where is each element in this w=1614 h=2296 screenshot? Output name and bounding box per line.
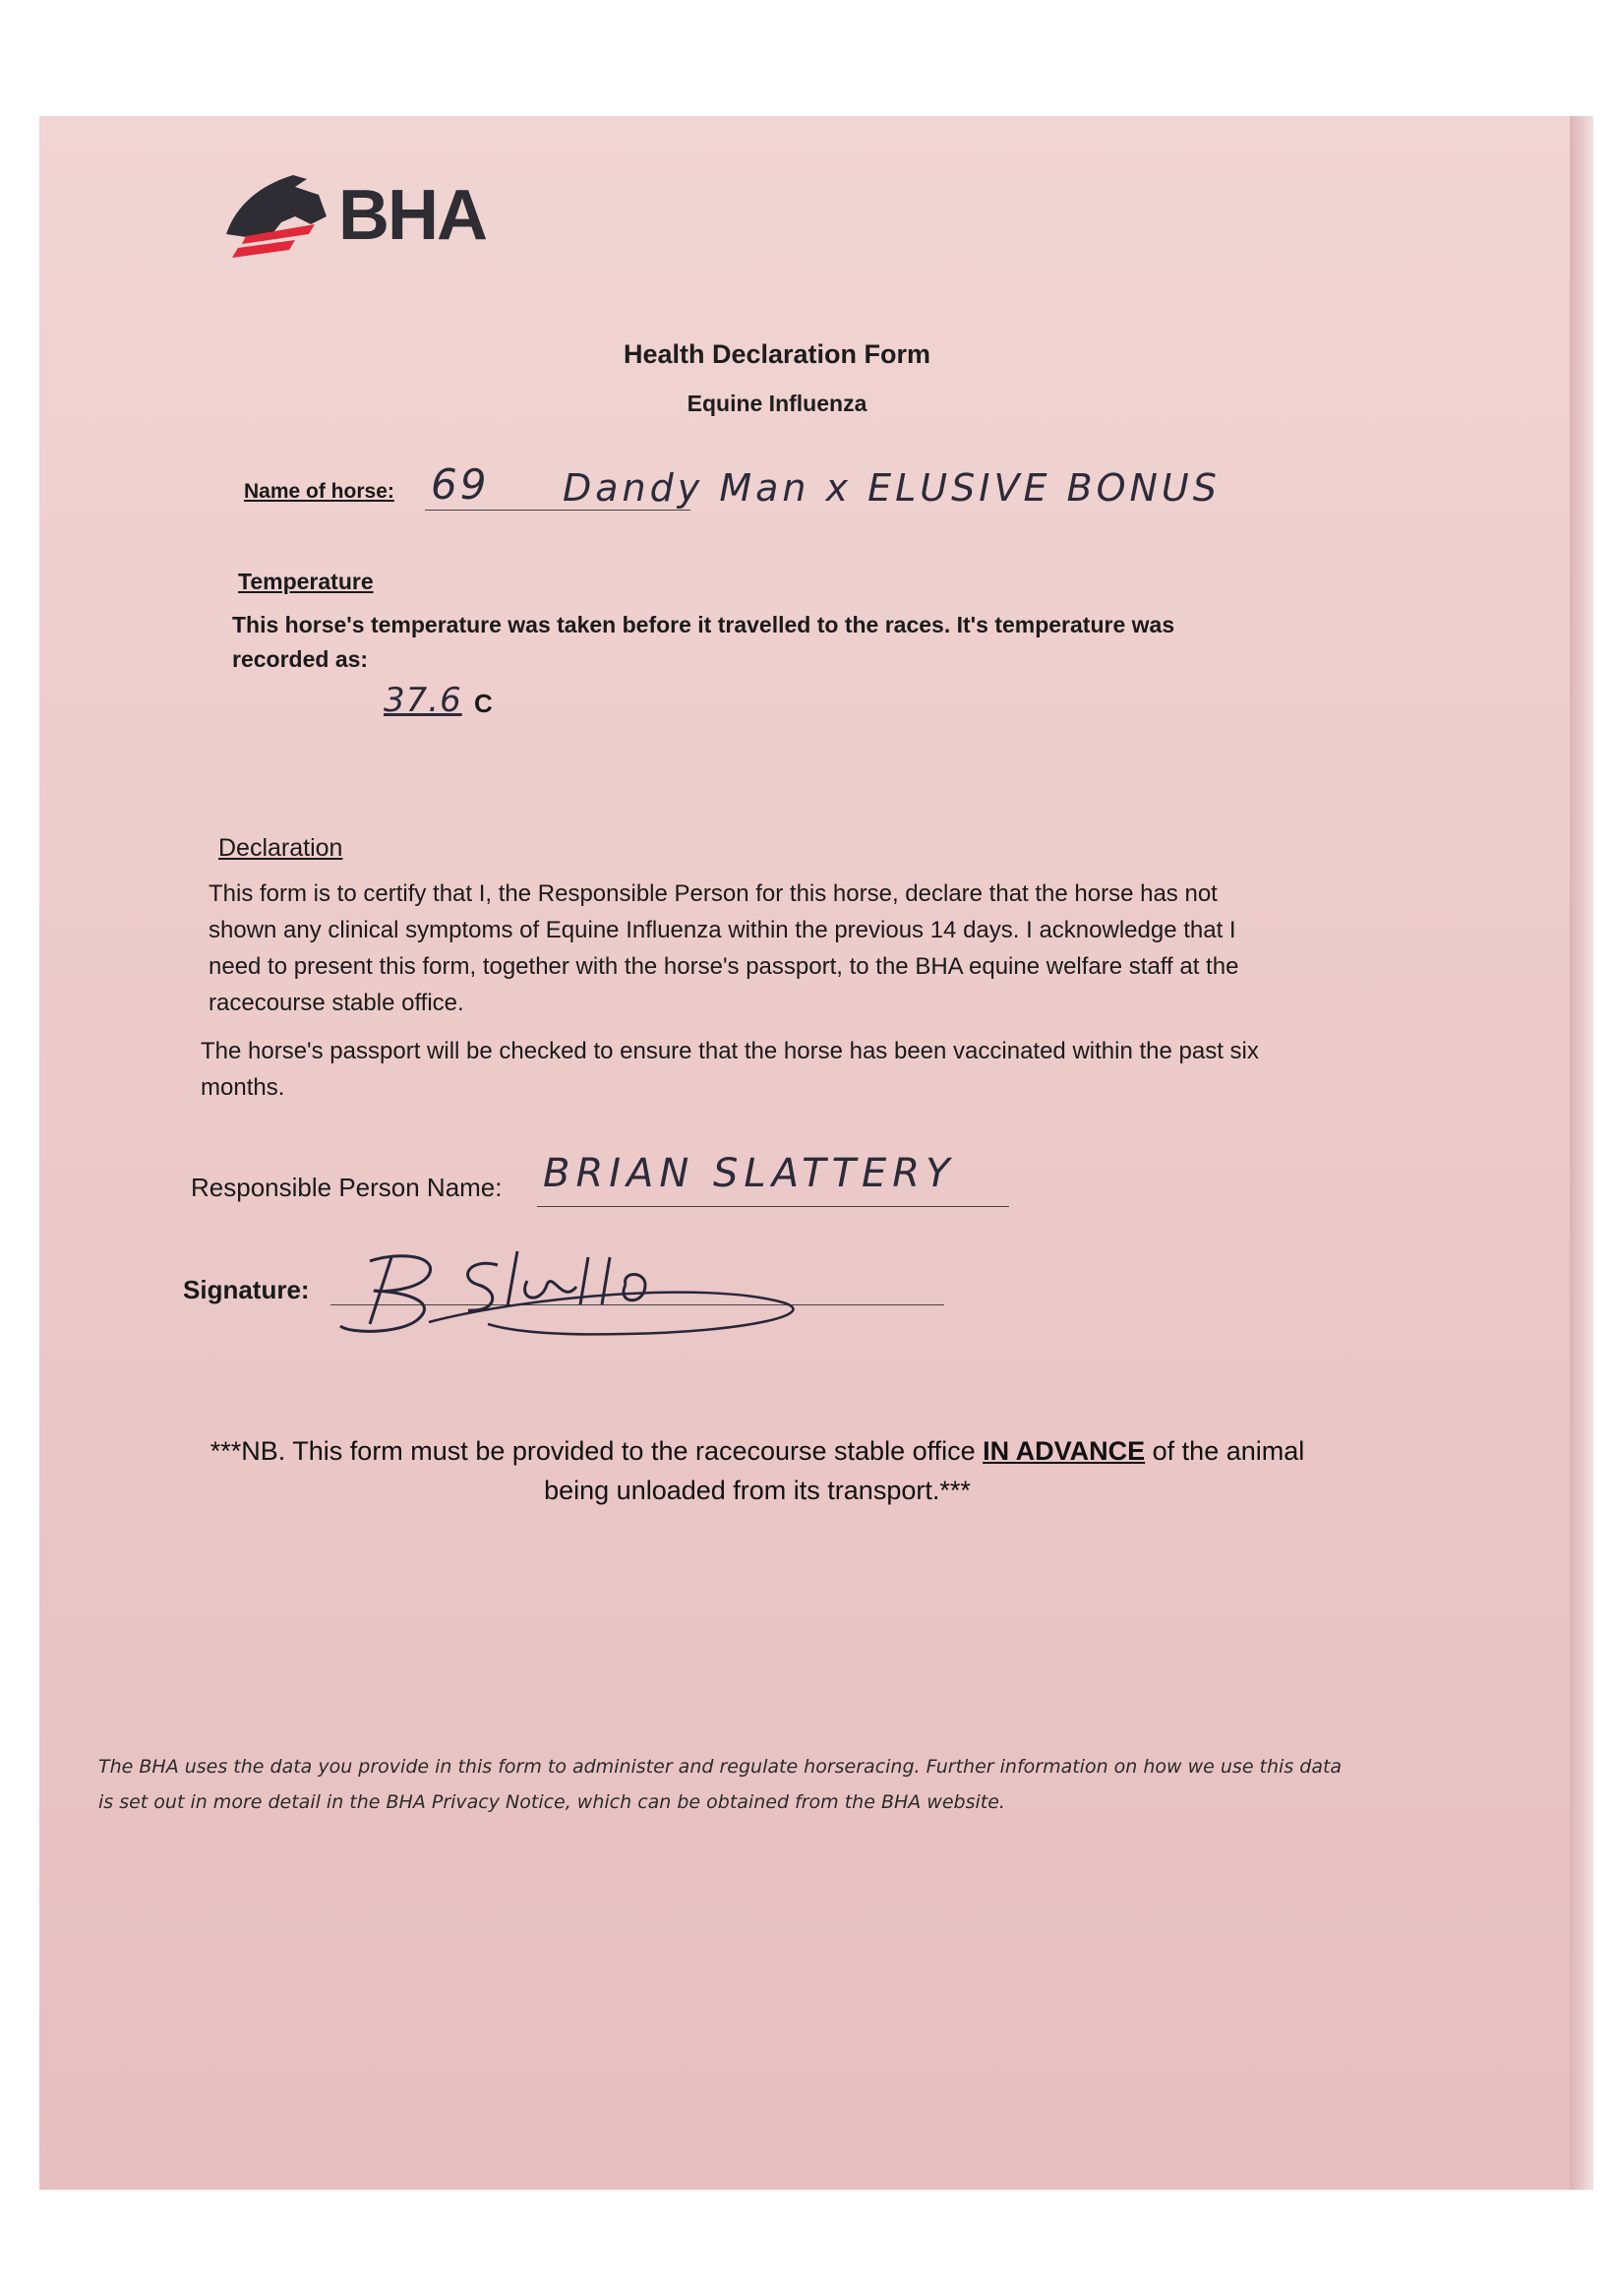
declaration-paragraph-1: This form is to certify that I, the Responsible Person for this horse, declare that the horse has not shown any clinical symptoms of Equine Influenza within the previous 14 days. I acknowledge that I need to present this form, together with the horse's passport, to the BHA equine welfare staff at the racecourse stable office.	[209, 880, 1239, 1016]
form-title: Health Declaration Form	[623, 339, 931, 369]
handwritten-signature	[330, 1241, 822, 1340]
page-edge	[1570, 116, 1593, 2190]
horse-number-value: 69	[431, 460, 490, 509]
advance-notice-emphasis: IN ADVANCE	[983, 1436, 1146, 1466]
responsible-person-line	[537, 1206, 1009, 1207]
responsible-person-label: Responsible Person Name:	[191, 1173, 503, 1202]
privacy-notice: The BHA uses the data you provide in this form to administer and regulate horseracing. Further information on how we use this data is set out in more detail in the BHA Privacy Notice, which can be obtained from the BHA website.	[98, 1756, 1343, 1813]
form-subtitle: Equine Influenza	[687, 391, 867, 416]
advance-notice	[177, 1431, 1338, 1510]
signature-image	[330, 1241, 822, 1340]
horse-name-label: Name of horse:	[244, 480, 394, 503]
temperature-text: This horse's temperature was taken before it travelled to the races. It's temperature was recorded as:	[232, 612, 1175, 672]
declaration-heading: Declaration	[218, 834, 343, 862]
advance-notice-suffix: of the animal being unloaded from its transport.***	[544, 1436, 1305, 1505]
signature-label: Signature:	[183, 1275, 310, 1304]
horse-name-value: Dandy Man x ELUSIVE BONUS	[563, 466, 1221, 510]
horse-head-logo-icon	[216, 165, 334, 264]
responsible-person-value: BRIAN SLATTERY	[543, 1151, 956, 1196]
advance-notice-prefix: ***NB. This form must be provided to the racecourse stable office	[209, 1436, 984, 1466]
temperature-heading: Temperature	[238, 569, 374, 594]
declaration-paragraph-2: The horse's passport will be checked to ensure that the horse has been vaccinated within the past six months.	[201, 1038, 1259, 1101]
horse-name-line	[425, 510, 690, 511]
bha-logo	[216, 165, 511, 264]
temperature-unit: C	[474, 689, 493, 718]
logo-wordmark: BHA	[338, 176, 486, 255]
temperature-value: 37.6	[384, 681, 462, 720]
